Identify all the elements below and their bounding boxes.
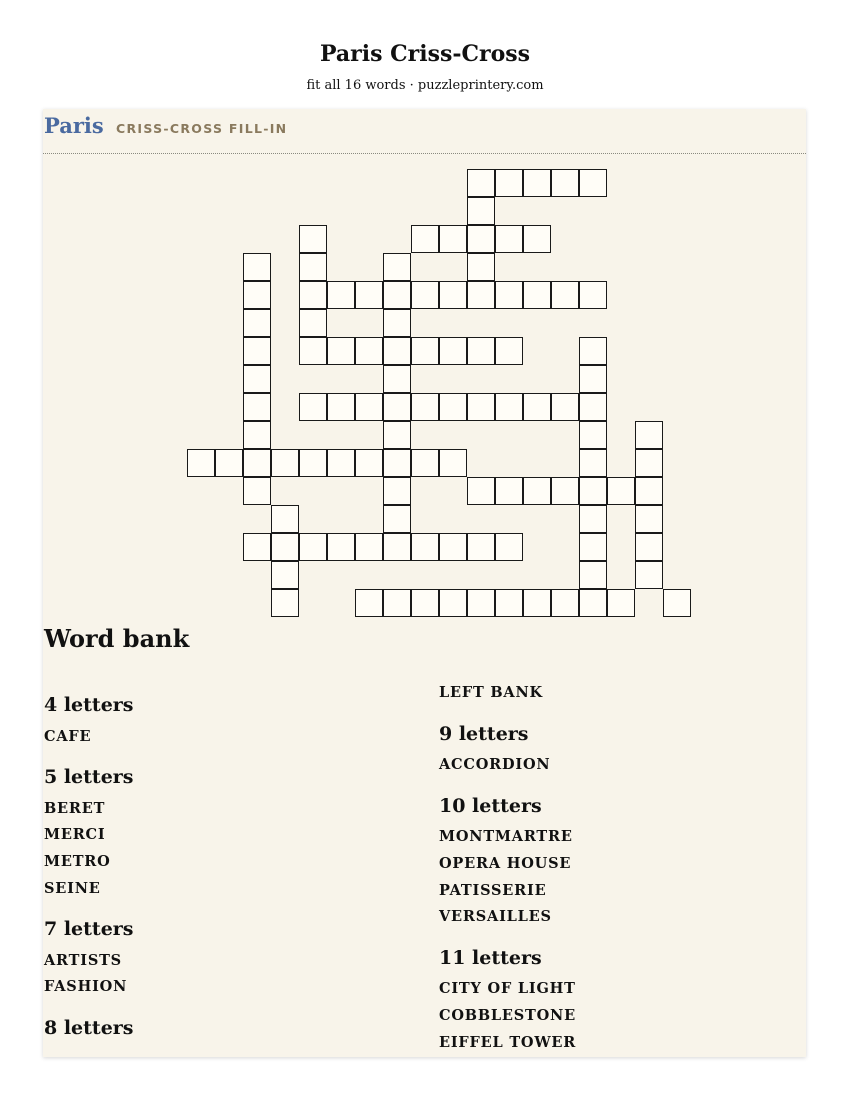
grid-cell[interactable] xyxy=(523,225,551,253)
group-heading: 10 letters xyxy=(439,795,542,817)
grid-cell[interactable] xyxy=(411,281,439,309)
page-subtitle: fit all 16 words · puzzleprintery.com xyxy=(306,78,544,93)
grid-cell[interactable] xyxy=(635,505,663,533)
grid-cell[interactable] xyxy=(635,449,663,477)
grid-cell[interactable] xyxy=(495,477,523,505)
grid-cell[interactable] xyxy=(355,449,383,477)
grid-cell[interactable] xyxy=(467,253,495,281)
grid-cell[interactable] xyxy=(383,477,411,505)
word-bank-item: ACCORDION xyxy=(439,756,551,773)
grid-cell[interactable] xyxy=(383,337,411,365)
grid-cell[interactable] xyxy=(243,533,271,561)
grid-cell[interactable] xyxy=(327,281,355,309)
grid-cell[interactable] xyxy=(383,421,411,449)
grid-cell[interactable] xyxy=(271,449,299,477)
word-bank-item: CITY OF LIGHT xyxy=(439,980,576,997)
word-bank-item: FASHION xyxy=(44,978,128,995)
grid-cell[interactable] xyxy=(327,393,355,421)
grid-cell[interactable] xyxy=(383,281,411,309)
grid-cell[interactable] xyxy=(243,449,271,477)
puzzle-card xyxy=(43,109,806,1057)
group-heading: 7 letters xyxy=(44,918,134,940)
grid-cell[interactable] xyxy=(439,449,467,477)
group-heading: 5 letters xyxy=(44,766,134,788)
grid-cell[interactable] xyxy=(383,505,411,533)
grid-cell[interactable] xyxy=(271,561,299,589)
grid-cell[interactable] xyxy=(243,253,271,281)
grid-cell[interactable] xyxy=(411,393,439,421)
grid-cell[interactable] xyxy=(383,449,411,477)
grid-cell[interactable] xyxy=(523,281,551,309)
word-bank-item: OPERA HOUSE xyxy=(439,855,572,872)
grid-cell[interactable] xyxy=(271,533,299,561)
grid-cell[interactable] xyxy=(299,253,327,281)
grid-cell[interactable] xyxy=(495,225,523,253)
grid-cell[interactable] xyxy=(355,589,383,617)
grid-cell[interactable] xyxy=(383,365,411,393)
grid-cell[interactable] xyxy=(579,365,607,393)
grid-cell[interactable] xyxy=(383,309,411,337)
grid-cell[interactable] xyxy=(495,169,523,197)
word-bank-item: CAFE xyxy=(44,728,92,745)
grid-cell[interactable] xyxy=(467,281,495,309)
grid-cell[interactable] xyxy=(243,365,271,393)
grid-cell[interactable] xyxy=(411,449,439,477)
grid-cell[interactable] xyxy=(383,589,411,617)
grid-cell[interactable] xyxy=(439,337,467,365)
grid-cell[interactable] xyxy=(467,533,495,561)
grid-cell[interactable] xyxy=(551,477,579,505)
card-kicker: CRISS-CROSS FILL-IN xyxy=(116,121,288,136)
grid-cell[interactable] xyxy=(215,449,243,477)
word-bank-item: MONTMARTRE xyxy=(439,828,573,845)
grid-cell[interactable] xyxy=(383,533,411,561)
grid-cell[interactable] xyxy=(467,393,495,421)
grid-cell[interactable] xyxy=(299,533,327,561)
grid-cell[interactable] xyxy=(299,337,327,365)
grid-cell[interactable] xyxy=(327,449,355,477)
grid-cell[interactable] xyxy=(411,589,439,617)
page-title: Paris Criss-Cross xyxy=(319,41,531,67)
grid-cell[interactable] xyxy=(383,393,411,421)
grid-cell[interactable] xyxy=(411,533,439,561)
grid-cell[interactable] xyxy=(635,533,663,561)
grid-cell[interactable] xyxy=(467,337,495,365)
word-bank-title: Word bank xyxy=(44,624,190,653)
grid-cell[interactable] xyxy=(439,393,467,421)
grid-cell[interactable] xyxy=(523,393,551,421)
grid-cell[interactable] xyxy=(355,281,383,309)
grid-cell[interactable] xyxy=(551,393,579,421)
grid-cell[interactable] xyxy=(299,281,327,309)
grid-cell[interactable] xyxy=(551,281,579,309)
grid-cell[interactable] xyxy=(523,589,551,617)
grid-cell[interactable] xyxy=(243,281,271,309)
grid-cell[interactable] xyxy=(467,589,495,617)
grid-cell[interactable] xyxy=(579,393,607,421)
grid-cell[interactable] xyxy=(579,477,607,505)
grid-cell[interactable] xyxy=(439,533,467,561)
grid-cell[interactable] xyxy=(635,561,663,589)
grid-cell[interactable] xyxy=(579,169,607,197)
word-bank-item: MERCI xyxy=(44,826,106,843)
grid-cell[interactable] xyxy=(327,337,355,365)
grid-cell[interactable] xyxy=(439,589,467,617)
word-bank-item: BERET xyxy=(44,800,106,817)
grid-cell[interactable] xyxy=(411,337,439,365)
grid-cell[interactable] xyxy=(495,533,523,561)
grid-cell[interactable] xyxy=(467,225,495,253)
grid-cell[interactable] xyxy=(299,449,327,477)
card-header xyxy=(43,109,806,154)
grid-cell[interactable] xyxy=(243,337,271,365)
word-bank-item: LEFT BANK xyxy=(439,684,543,701)
group-heading: 4 letters xyxy=(44,694,134,716)
grid-cell[interactable] xyxy=(579,281,607,309)
grid-cell[interactable] xyxy=(439,225,467,253)
grid-cell[interactable] xyxy=(243,477,271,505)
grid-cell[interactable] xyxy=(663,589,691,617)
grid-cell[interactable] xyxy=(271,505,299,533)
grid-cell[interactable] xyxy=(551,589,579,617)
word-bank-item: METRO xyxy=(44,853,111,870)
grid-cell[interactable] xyxy=(467,169,495,197)
grid-cell[interactable] xyxy=(579,533,607,561)
group-heading: 11 letters xyxy=(439,947,542,969)
grid-cell[interactable] xyxy=(355,533,383,561)
grid-cell[interactable] xyxy=(523,169,551,197)
grid-cell[interactable] xyxy=(299,225,327,253)
grid-cell[interactable] xyxy=(187,449,215,477)
group-heading: 8 letters xyxy=(44,1017,134,1039)
grid-cell[interactable] xyxy=(579,505,607,533)
grid-cell[interactable] xyxy=(495,337,523,365)
grid-cell[interactable] xyxy=(355,337,383,365)
word-bank-item: SEINE xyxy=(44,880,101,897)
grid-cell[interactable] xyxy=(551,169,579,197)
grid-cell[interactable] xyxy=(607,477,635,505)
grid-cell[interactable] xyxy=(271,589,299,617)
word-bank-item: VERSAILLES xyxy=(439,908,552,925)
grid-cell[interactable] xyxy=(579,561,607,589)
grid-cell[interactable] xyxy=(243,309,271,337)
grid-cell[interactable] xyxy=(495,589,523,617)
grid-cell[interactable] xyxy=(243,393,271,421)
grid-cell[interactable] xyxy=(579,589,607,617)
grid-cell[interactable] xyxy=(467,477,495,505)
grid-cell[interactable] xyxy=(495,281,523,309)
grid-cell[interactable] xyxy=(299,309,327,337)
group-heading: 9 letters xyxy=(439,723,529,745)
word-bank-item: COBBLESTONE xyxy=(439,1007,576,1024)
grid-cell[interactable] xyxy=(383,253,411,281)
grid-cell[interactable] xyxy=(635,477,663,505)
grid-cell[interactable] xyxy=(439,281,467,309)
grid-cell[interactable] xyxy=(579,421,607,449)
grid-cell[interactable] xyxy=(467,197,495,225)
grid-cell[interactable] xyxy=(635,421,663,449)
word-bank-item: PATISSERIE xyxy=(439,882,547,899)
card-title: Paris xyxy=(44,113,104,138)
grid-cell[interactable] xyxy=(523,477,551,505)
grid-cell[interactable] xyxy=(327,533,355,561)
grid-cell[interactable] xyxy=(243,421,271,449)
word-bank-item: EIFFEL TOWER xyxy=(439,1034,577,1051)
grid-cell[interactable] xyxy=(579,449,607,477)
grid-cell[interactable] xyxy=(579,337,607,365)
grid-cell[interactable] xyxy=(607,589,635,617)
word-bank-item: ARTISTS xyxy=(44,952,122,969)
grid-cell[interactable] xyxy=(355,393,383,421)
grid-cell[interactable] xyxy=(411,225,439,253)
grid-cell[interactable] xyxy=(495,393,523,421)
grid-cell[interactable] xyxy=(299,393,327,421)
